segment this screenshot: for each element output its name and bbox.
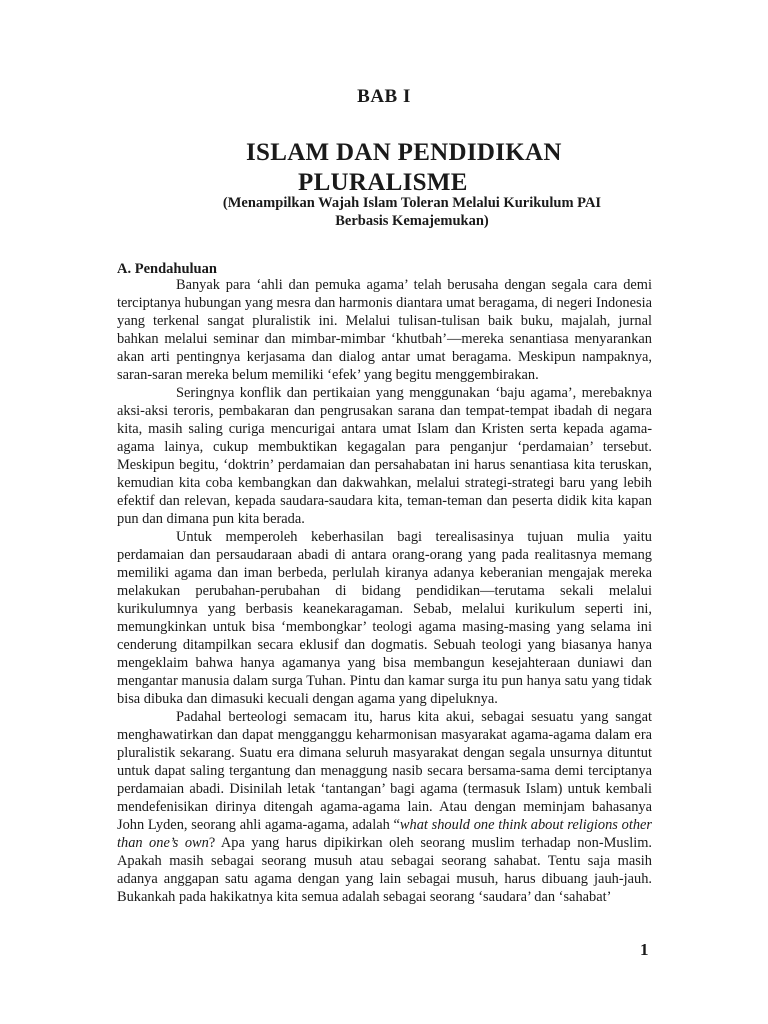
chapter-heading: BAB I — [357, 86, 411, 107]
subtitle-line-2: Berbasis Kemajemukan) — [335, 213, 489, 229]
title-line-2: PLURALISME — [298, 169, 468, 196]
subtitle-line-1: (Menampilkan Wajah Islam Toleran Melalui Kurikulum PAI — [222, 195, 602, 211]
paragraph-4-quote: what should one think about religions other than one’s own — [117, 817, 652, 851]
body-text — [117, 276, 652, 906]
paragraph-4-text-b: ? Apa yang harus dipikirkan oleh seorang muslim terhadap non-Muslim. Apakah masih sebagai seorang musuh atau sebagai seorang sahabat. Tentu saja masih adanya anggapan satu agama dengan yang lain sebagai musuh, harus dibuang jauh-jauh. Bukankah pada hakikatnya kita semua adalah sebagai seorang ‘saudara’ dan ‘sahabat’ — [117, 835, 652, 905]
paragraph-3: Untuk memperoleh keberhasilan bagi terealisasinya tujuan mulia yaitu perdamaian dan persaudaraan abadi di antara orang-orang yang pada realitasnya memang memiliki agama dan iman berbeda, perlulah kiranya adanya keberanian mengajak mereka melakukan perubahan-perubahan di bidang pendidikan—terutama sekali melalui kurikulumnya yang berbasis keanekaragaman. Sebab, melalui kurikulum seperti ini, memungkinkan untuk bisa ‘membongkar’ teologi agama masing-masing yang selama ini cenderung ditampilkan secara eklusif dan dogmatis. Sebuah teologi yang biasanya hanya mengeklaim bahwa hanya agamanya yang bisa membangun kesejahteraan duniawi dan mengantar manusia dalam surga Tuhan. Pintu dan kamar surga itu pun hanya satu yang tidak bisa dibuka dan dimasuki kecuali dengan agama yang dipeluknya. — [117, 529, 652, 707]
paragraph-4-text-a: Padahal berteologi semacam itu, harus kita akui, sebagai sesuatu yang sangat menghawatirkan dan dapat mengganggu keharmonisan masyarakat agama-agama dalam era pluralistik sekarang. Suatu era dimana seluruh masyarakat dengan segala unsurnya dituntut untuk dapat saling tergantung dan menaggung nasib secara bersama-sama demi terciptanya perdamaian abadi. Disinilah letak ‘tantangan’ bagi agama (termasuk Islam) untuk kembali mendefenisikan dirinya ditengah agama-agama lain. Atau dengan meminjam bahasanya John Lyden, seorang ahli agama-agama, adalah “ — [117, 709, 652, 833]
paragraph-4 — [117, 708, 652, 906]
title-line-1: ISLAM DAN PENDIDIKAN — [246, 139, 562, 166]
paragraph-1: Banyak para ‘ahli dan pemuka agama’ telah berusaha dengan segala cara demi terciptanya hubungan yang mesra dan harmonis diantara umat beragama, di negeri Indonesia yang terkenal sangat pluralistik ini. Melalui tulisan-tulisan baik buku, majalah, jurnal bahkan melalui seminar dan mimbar-mimbar ‘khutbah’—mereka senantiasa menyarankan akan arti pentingnya kerjasama dan dialog antar umat beragama. Meskipun nampaknya, saran-saran mereka belum memiliki ‘efek’ yang begitu menggembirakan. — [117, 277, 652, 383]
section-heading: A. Pendahuluan — [117, 261, 217, 277]
paragraph-2: Seringnya konflik dan pertikaian yang menggunakan ‘baju agama’, merebaknya aksi-aksi teroris, pembakaran dan pengrusakan sarana dan tempat-tempat ibadah di negara kita, masih saling curiga mencurigai antara umat Islam dan Kristen serta kepada agama-agama lainya, cukup membuktikan kegagalan para penganjur ‘perdamaian’ tersebut. Meskipun begitu, ‘doktrin’ perdamaian dan persahabatan ini harus senantiasa kita teruskan, kemudian kita coba kembangkan dan dakwahkan, melalui strategi-strategi baru yang lebih efektif dan relevan, kepada saudara-saudara kita, teman-teman dan peserta didik kita kapan pun dan dimana pun kita berada. — [117, 385, 652, 527]
chapter-title — [180, 138, 640, 198]
chapter-subtitle — [180, 194, 644, 230]
page-number: 1 — [640, 940, 649, 959]
